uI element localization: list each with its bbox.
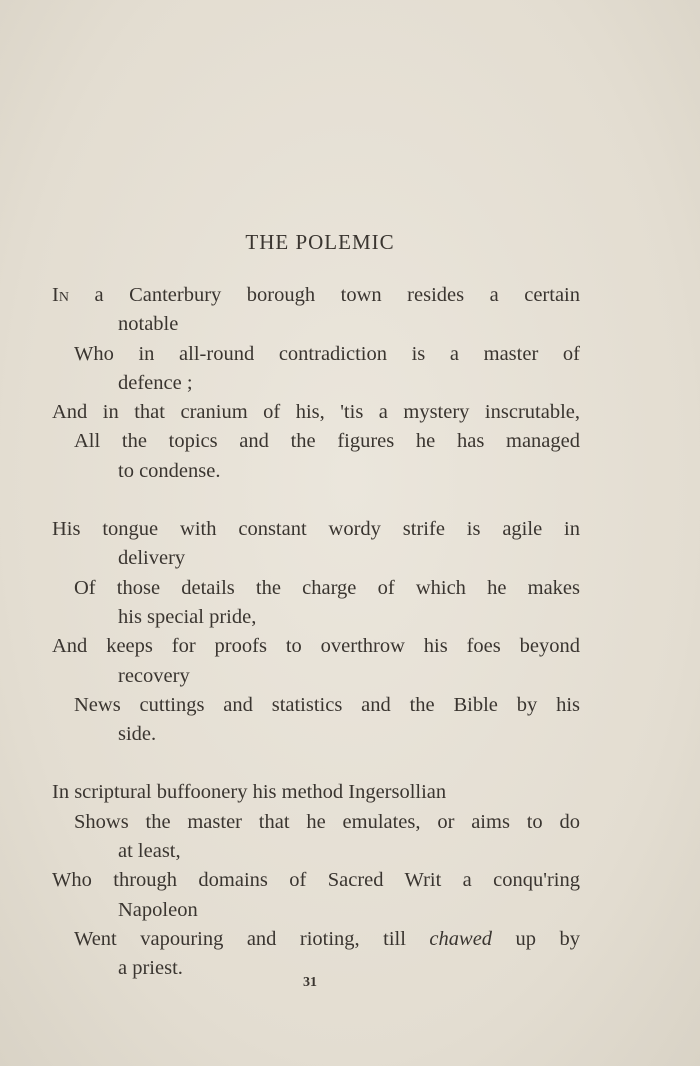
- line-text: a Canterbury borough town resides a certain: [68, 284, 580, 306]
- poem-body: [52, 281, 580, 1013]
- verse-line: [52, 574, 580, 633]
- line-continuation: defence ;: [118, 371, 193, 394]
- italic-word: chawed: [429, 927, 493, 950]
- verse-line: [52, 778, 580, 807]
- line-text: In scriptural buffoonery his method Ingersollian: [52, 781, 447, 804]
- line-continuation: at least,: [118, 840, 181, 863]
- stanza-3: [52, 778, 580, 983]
- line-text: News cuttings and statistics and the Bible by his: [74, 693, 580, 716]
- line-continuation: side.: [118, 723, 157, 746]
- line-continuation: Napoleon: [118, 898, 198, 921]
- line-continuation: notable: [118, 313, 179, 336]
- verse-line: [52, 427, 580, 486]
- verse-line: [52, 632, 580, 691]
- line-text: And in that cranium of his, 'tis a mystery inscrutable,: [52, 401, 580, 424]
- line-continuation: a priest.: [118, 957, 183, 980]
- line-text: Shows the master that he emulates, or aims to do: [74, 810, 580, 833]
- poem-title: THE POLEMIC: [245, 230, 395, 254]
- verse-line: [52, 691, 580, 750]
- verse-line: [52, 281, 580, 340]
- verse-line: [52, 808, 580, 867]
- stanza-2: [52, 515, 580, 749]
- line-text: Went vapouring and rioting, till: [74, 927, 430, 950]
- drop-word: In: [52, 284, 69, 306]
- verse-line: [52, 340, 580, 399]
- line-text: All the topics and the figures he has managed: [74, 430, 580, 453]
- line-continuation: his special pride,: [118, 605, 257, 628]
- line-text: Who in all-round contradiction is a master of: [74, 342, 580, 365]
- line-text: Who through domains of Sacred Writ a conqu'ring: [52, 869, 580, 892]
- line-text: up by: [492, 927, 580, 950]
- verse-line: [52, 398, 580, 427]
- verse-line: [52, 515, 580, 574]
- line-text: Of those details the charge of which he makes: [74, 576, 580, 599]
- line-text: And keeps for proofs to overthrow his foes beyond: [52, 635, 580, 658]
- verse-line: [52, 866, 580, 925]
- line-text: His tongue with constant wordy strife is agile in: [52, 518, 580, 541]
- page-number: 31: [303, 975, 317, 990]
- line-continuation: delivery: [118, 547, 186, 570]
- line-continuation: to condense.: [118, 459, 221, 482]
- stanza-1: [52, 281, 580, 486]
- line-continuation: recovery: [118, 664, 190, 687]
